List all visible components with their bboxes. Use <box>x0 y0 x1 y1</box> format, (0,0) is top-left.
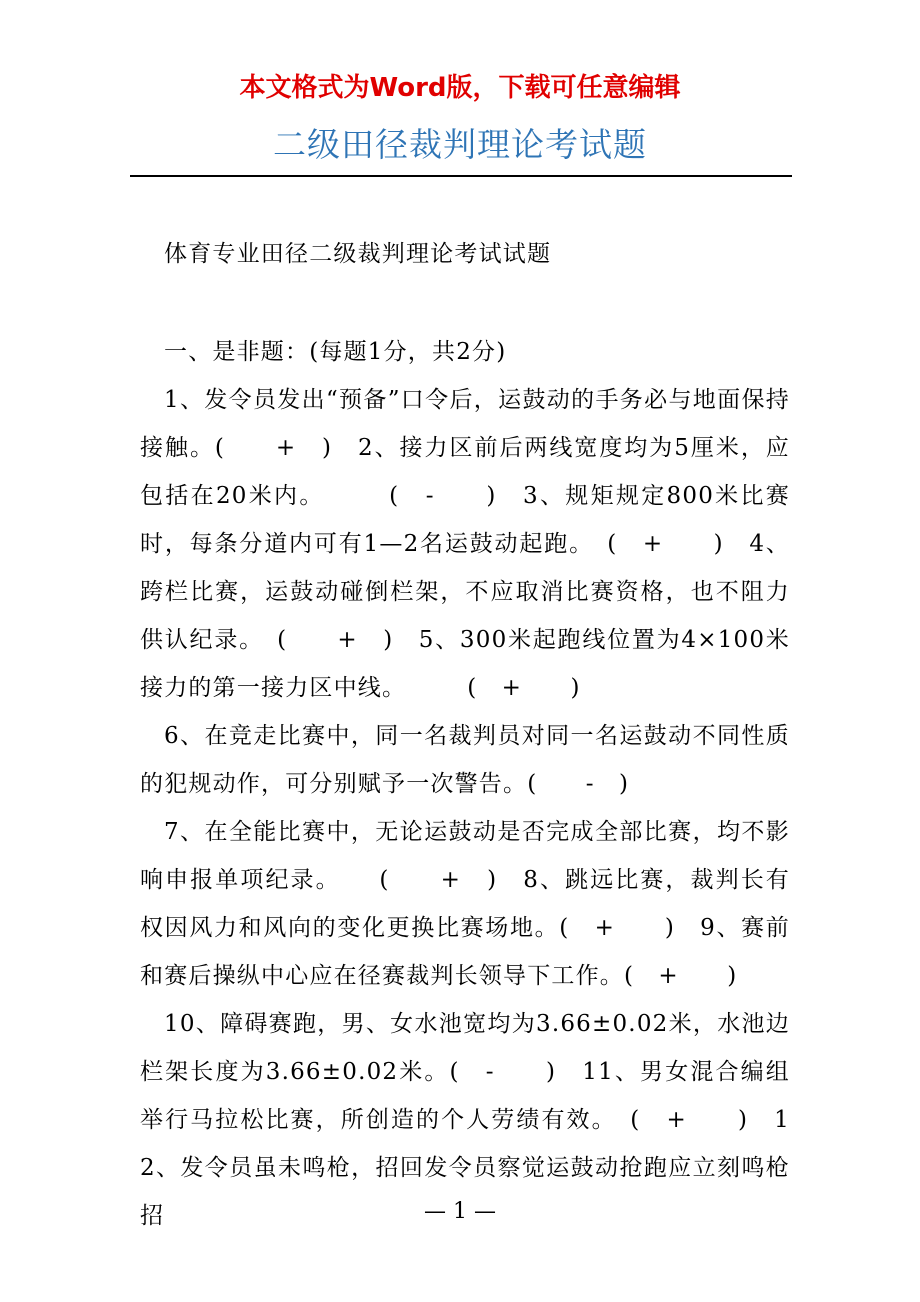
document-body <box>140 328 790 1240</box>
paragraph: 10、障碍赛跑，男、女水池宽均为3.66±0.02米，水池边栏架长度为3.66±0.02米。( - ) 11、男女混合编组举行马拉松比赛，所创造的个人劳绩有效。 ( + ) 12、发令员虽未鸣枪，招回发令员察觉运鼓动抢跑应立刻鸣枪招 <box>140 1011 790 1229</box>
title-divider <box>130 175 792 177</box>
paragraph: 6、在竞走比赛中，同一名裁判员对同一名运鼓动不同性质的犯规动作，可分别赋予一次警告。( - ) <box>140 723 790 797</box>
format-banner: 本文格式为Word版，下载可任意编辑 <box>239 73 681 103</box>
page-number: — 1 — <box>424 1199 496 1224</box>
document-subtitle: 体育专业田径二级裁判理论考试试题 <box>164 241 552 267</box>
paragraph: 7、在全能比赛中，无论运鼓动是否完成全部比赛，均不影响申报单项纪录。 ( + ) 8、跳远比赛，裁判长有权因风力和风向的变化更换比赛场地。( + ) 9、赛前和赛后操纵中心应在径赛裁判长领导下工作。( + ) <box>140 819 790 989</box>
paragraph: 1、发令员发出“预备”口令后，运鼓动的手务必与地面保持接触。( + ) 2、接力区前后两线宽度均为5厘米，应包括在20米内。 ( - ) 3、规矩规定800米比赛时，每条分道内可有1—2名运鼓动起跑。 ( + ) 4、跨栏比赛，运鼓动碰倒栏架，不应取消比赛资格，也不阻力供认纪录。 ( + ) 5、300米起跑线位置为4×100米接力的第一接力区中线。 ( + ) <box>140 387 790 701</box>
section-heading: 一、是非题：(每题1分，共2分) <box>164 339 507 365</box>
document-title: 二级田径裁判理论考试题 <box>273 125 647 164</box>
